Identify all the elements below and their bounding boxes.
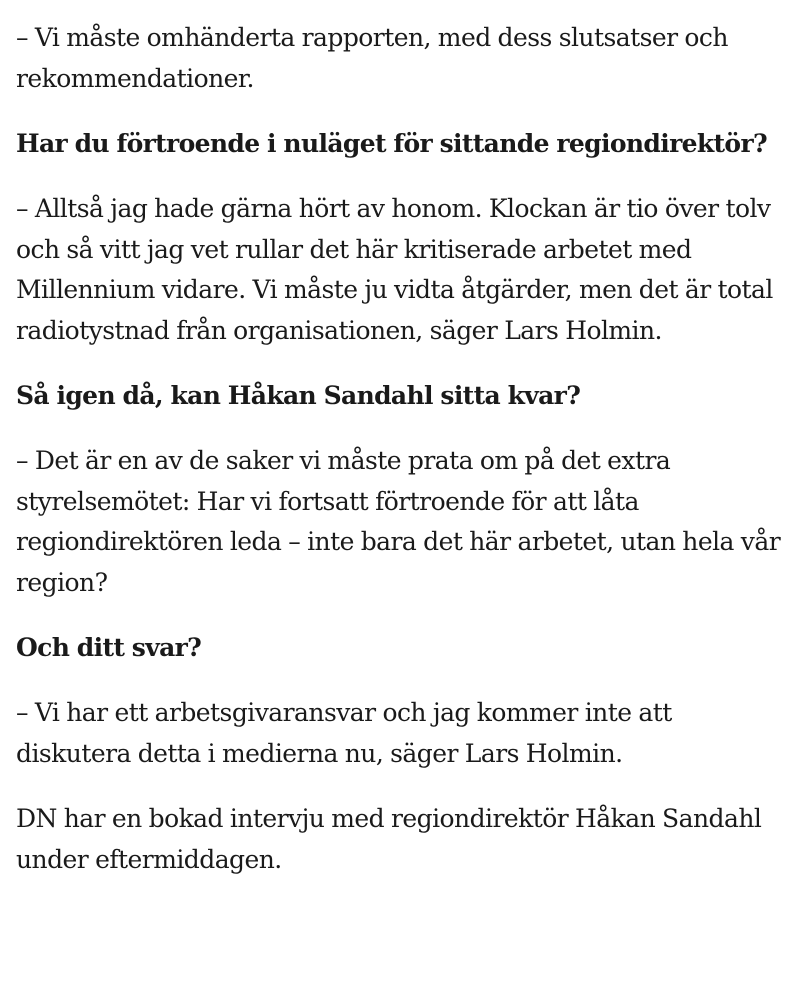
answer-paragraph: – Alltså jag hade gärna hört av honom. Klockan är tio över tolv och så vitt jag vet rullar det här kritiserade arbetet med Millennium vidare. Vi måste ju vidta åtgärder, men det är total radiotystnad från organisationen, säger Lars Holmin.	[16, 194, 773, 345]
interview-question: Har du förtroende i nuläget för sittande regiondirektör?	[16, 129, 767, 158]
interview-question: Så igen då, kan Håkan Sandahl sitta kvar?	[16, 381, 581, 410]
article-body	[16, 18, 791, 880]
answer-paragraph: – Vi måste omhänderta rapporten, med dess slutsatser och rekommendationer.	[16, 23, 728, 93]
answer-paragraph: – Det är en av de saker vi måste prata om på det extra styrelsemötet: Har vi fortsatt förtroende för att låta regiondirektören leda – inte bara det här arbetet, utan hela vår region?	[16, 446, 781, 597]
answer-paragraph: – Vi har ett arbetsgivaransvar och jag kommer inte att diskutera detta i medierna nu, säger Lars Holmin.	[16, 698, 672, 768]
closing-paragraph: DN har en bokad intervju med regiondirektör Håkan Sandahl under eftermiddagen.	[16, 804, 762, 874]
interview-question: Och ditt svar?	[16, 633, 202, 662]
